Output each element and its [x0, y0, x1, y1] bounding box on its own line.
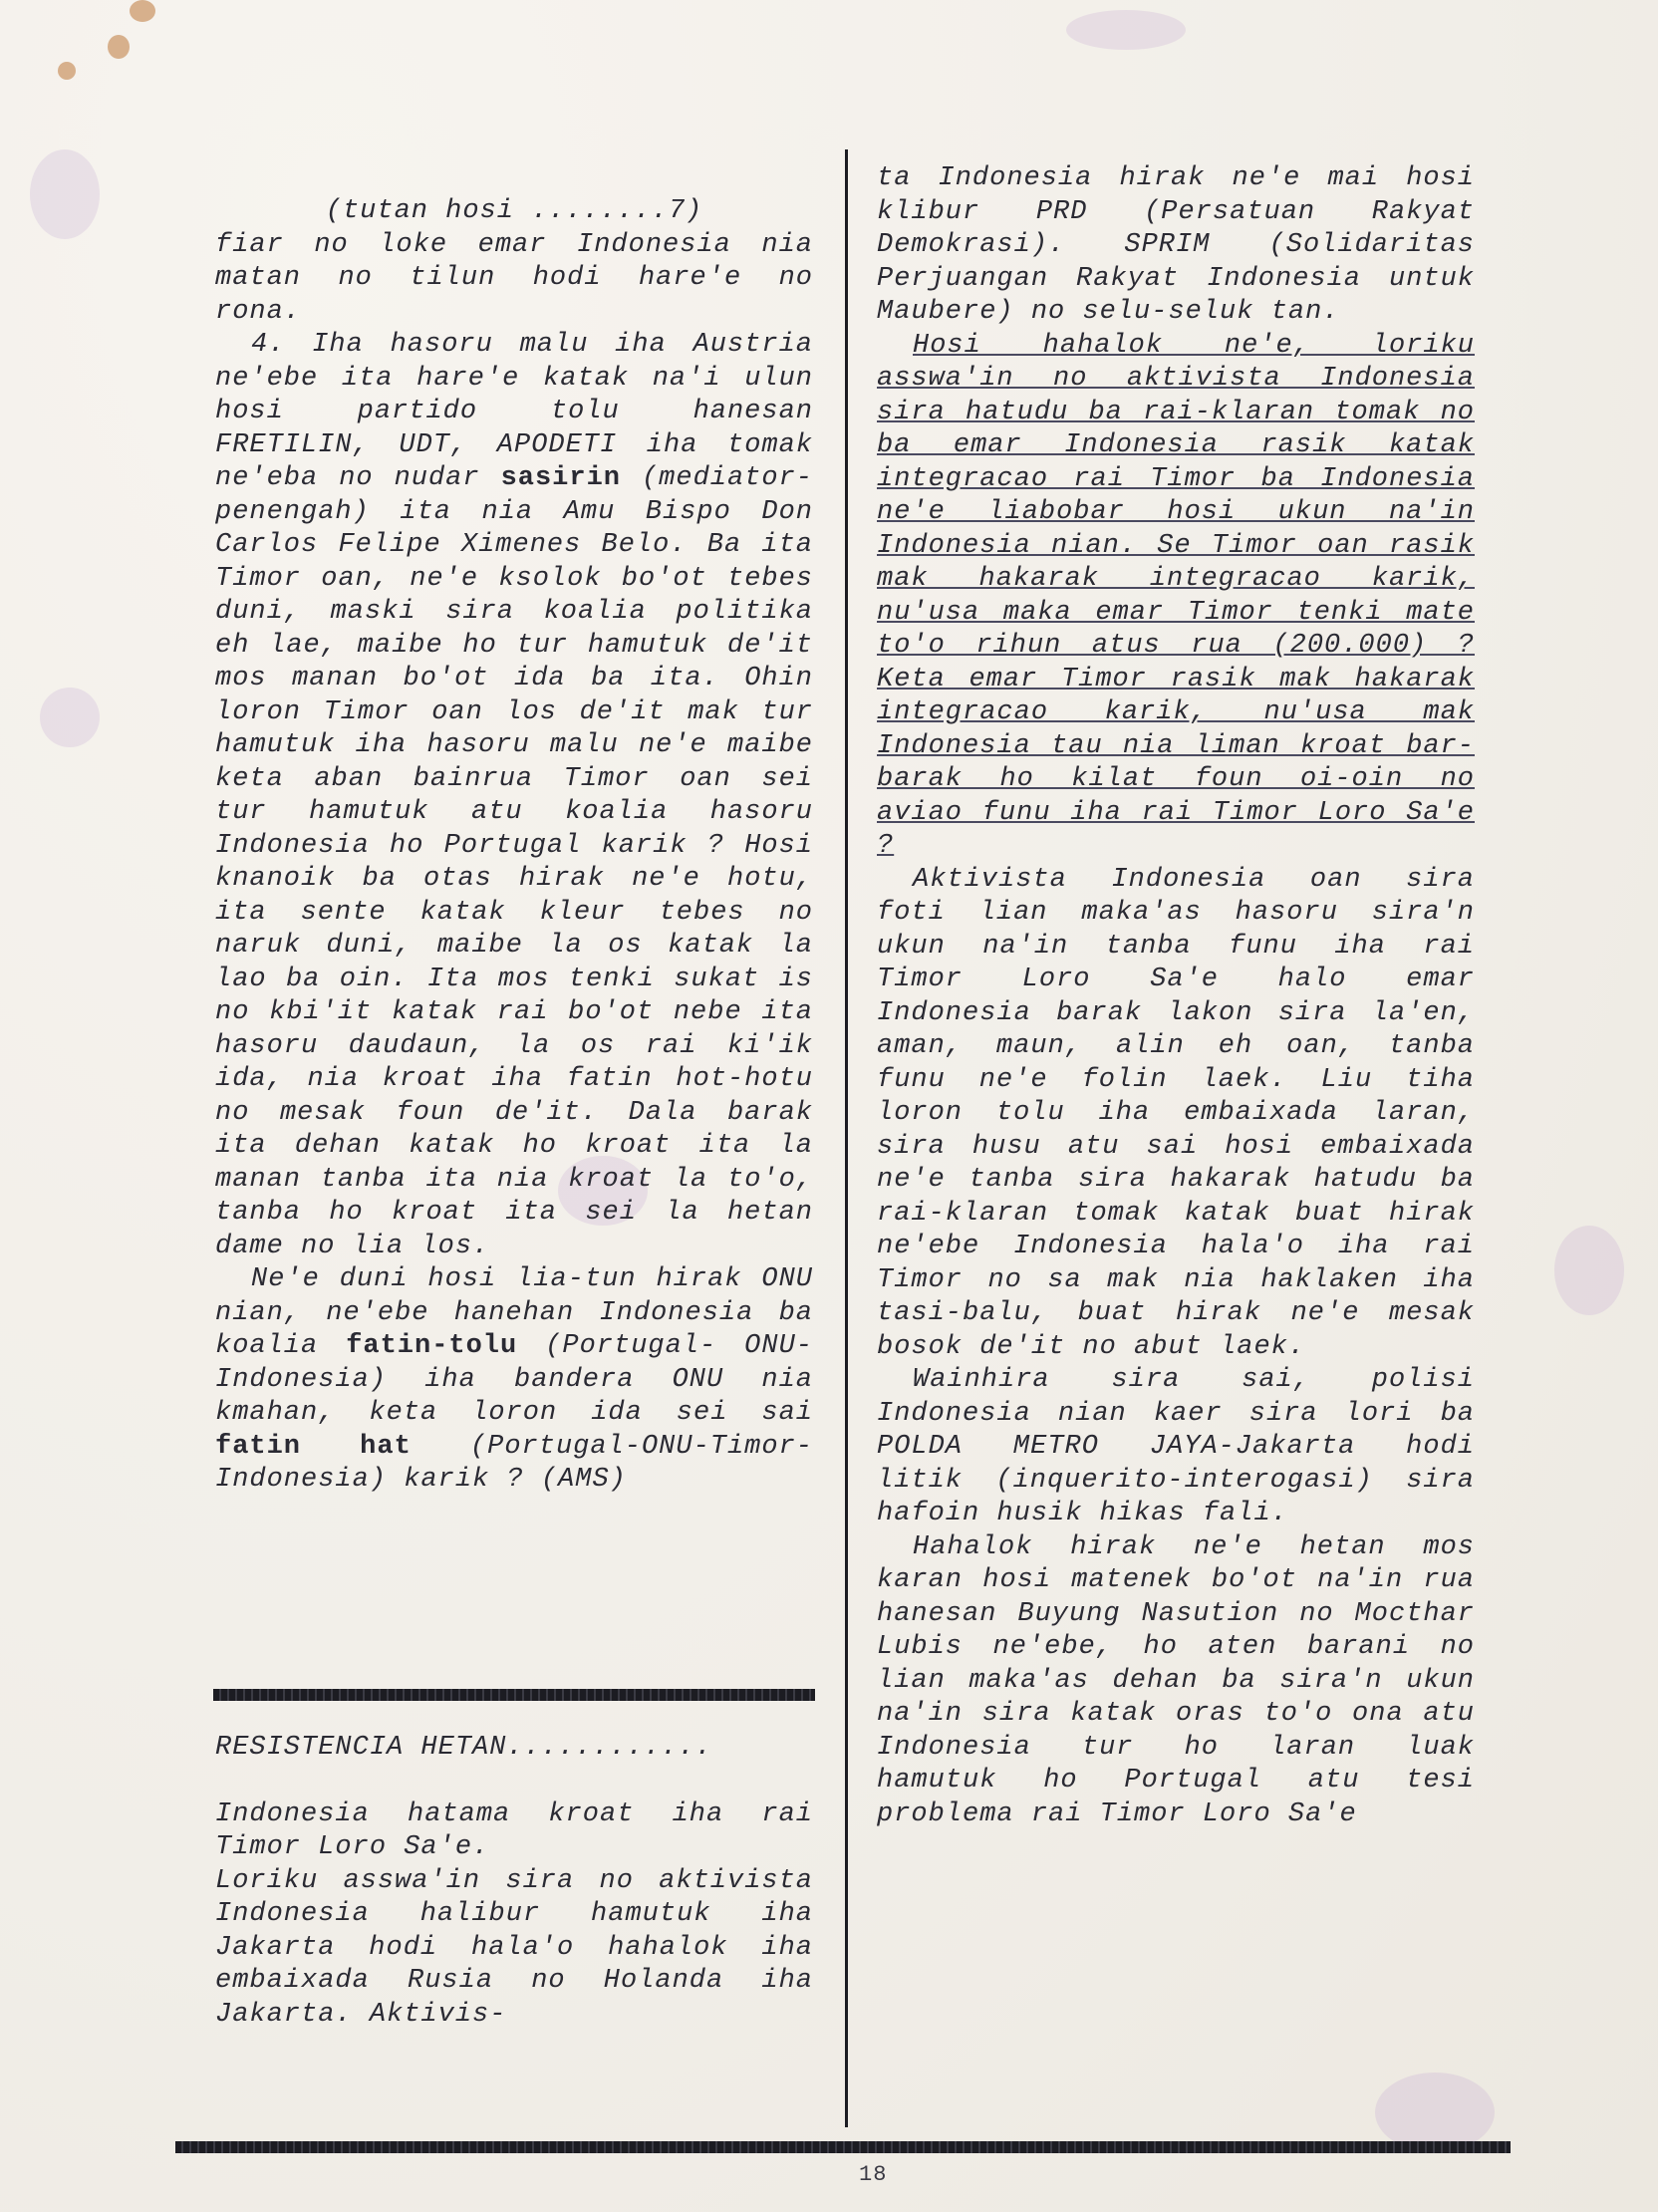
paragraph — [215, 1263, 813, 1498]
text-run: (mediator-penengah) ita nia Amu Bispo Don Carlos Felipe Ximenes Belo. Ba ita Timor oan, ne'e ksolok bo'ot tebes duni, maski sira koalia politika eh lae, maibe ho tur hamutuk de'it mos manan bo'ot ida ba ita. Ohin loron Timor oan los de'it mak tur hamutuk iha hasoru malu ne'e maibe keta aban bainrua Timor oan sei tur hamutuk atu koalia hasoru Indonesia ho Portugal karik ? Hosi knanoik ba otas hirak ne'e hotu, ita sente katak kleur tebes no naruk duni, maibe la os katak la lao ba oin. Ita mos tenki sukat is no kbi'it katak rai bo'ot nebe ita hasoru daudaun, la os rai ki'ik ida, nia kroat iha fatin hot-hotu no mesak foun de'it. Dala barak ita dehan katak ho kroat ita la manan tanba ita nia kroat la to'o, tanba ho kroat ita sei la hetan dame no lia los. — [215, 463, 813, 1261]
rust-spot — [108, 35, 130, 59]
ink-stain — [1066, 10, 1186, 50]
paragraph: ta Indonesia hirak ne'e mai hosi klibur PRD (Persatuan Rakyat Demokrasi). SPRIM (Solidaritas Perjuangan Rakyat Indonesia untuk Maubere) no selu-seluk tan. — [877, 163, 1475, 327]
bold-term: fatin-tolu — [346, 1331, 518, 1361]
paragraph: Hahalok hirak ne'e hetan mos karan hosi matenek bo'ot na'in rua hanesan Buyung Nasution no Mocthar Lubis ne'ebe, ho aten barani no lian maka'as dehan ba sira'n ukun na'in sira katak oras to'o ona atu Indonesia tur ho laran luak hamutuk ho Portugal atu tesi problema rai Timor Loro Sa'e — [877, 1531, 1475, 1829]
paragraph: fiar no loke emar Indonesia nia matan no tilun hodi hare'e no rona. — [215, 229, 813, 327]
continuation-note: (tutan hosi ........7) — [325, 196, 703, 226]
text-run: (Portugal- ONU- Indonesia) iha bandera ONU nia kmahan, keta loron ida sei sai — [215, 1331, 813, 1428]
section-heading: RESISTENCIA HETAN............ — [215, 1733, 712, 1763]
bold-term: sasirin — [500, 463, 621, 493]
paragraph: Indonesia hatama kroat iha rai Timor Loro Sa'e. — [215, 1798, 813, 1862]
section-rule — [213, 1689, 815, 1701]
paragraph: Aktivista Indonesia oan sira foti lian maka'as hasoru sira'n ukun na'in tanba funu iha rai Timor Loro Sa'e halo emar Indonesia barak lakon sira la'en, aman, maun, alin eh oan, tanba funu ne'e folin laek. Liu tiha loron tolu iha embaixada laran, sira husu atu sai hosi embaixada ne'e tanba sira hakarak hatudu ba rai-klaran tomak katak buat hirak ne'ebe Indonesia hala'o iha rai Timor no sa mak nia haklaken iha tasi-balu, buat hirak ne'e mesak bosok de'it no abut laek. — [877, 864, 1475, 1362]
page-number: 18 — [859, 2162, 888, 2187]
paragraph: Loriku asswa'in sira no aktivista Indonesia halibur hamutuk iha Jakarta hodi hala'o hahalok iha embaixada Rusia no Holanda iha Jakarta. Aktivis- — [215, 1865, 813, 2030]
rust-spot — [130, 0, 155, 22]
bold-term: fatin hat — [215, 1431, 412, 1462]
column-divider — [845, 149, 848, 2127]
footer-rule — [175, 2141, 1511, 2153]
left-column — [215, 195, 813, 1498]
ink-stain — [1554, 1226, 1624, 1315]
text-run: (Portugal-ONU-Timor-Indonesia) karik ? (AMS) — [215, 1431, 813, 1495]
rust-spot — [58, 62, 76, 80]
text-run: 4. Iha hasoru malu iha Austria ne'ebe ita hare'e katak na'i ulun hosi partido tolu hanesan FRETILIN, UDT, APODETI iha tomak ne'eba no nudar — [215, 330, 813, 493]
ink-stain — [1375, 2073, 1495, 2152]
underlined-paragraph: Hosi hahalok ne'e, loriku asswa'in no aktivista Indonesia sira hatudu ba rai-klaran tomak no ba emar Indonesia rasik katak integracao rai Timor ba Indonesia ne'e liabobar hosi ukun na'in Indonesia nian. Se Timor oan rasik mak hakarak integracao karik, nu'usa maka emar Timor tenki mate to'o rihun atus rua (200.000) ? Keta emar Timor rasik mak hakarak integracao karik, nu'usa mak Indonesia tau nia liman kroat bar-barak ho kilat foun oi-oin no aviao funu iha rai Timor Loro Sa'e ? — [877, 330, 1475, 861]
left-column-lower — [215, 1732, 813, 2032]
text-run: Ne'e duni hosi lia-tun hirak ONU nian, ne'ebe hanehan Indonesia ba koalia — [215, 1264, 813, 1361]
ink-stain — [30, 149, 100, 239]
right-column — [877, 162, 1475, 1831]
ink-stain — [40, 688, 100, 747]
paragraph: Wainhira sira sai, polisi Indonesia nian kaer sira lori ba POLDA METRO JAYA-Jakarta hodi litik (inquerito-interogasi) sira hafoin husik hikas fali. — [877, 1365, 1475, 1528]
paragraph — [215, 329, 813, 1263]
